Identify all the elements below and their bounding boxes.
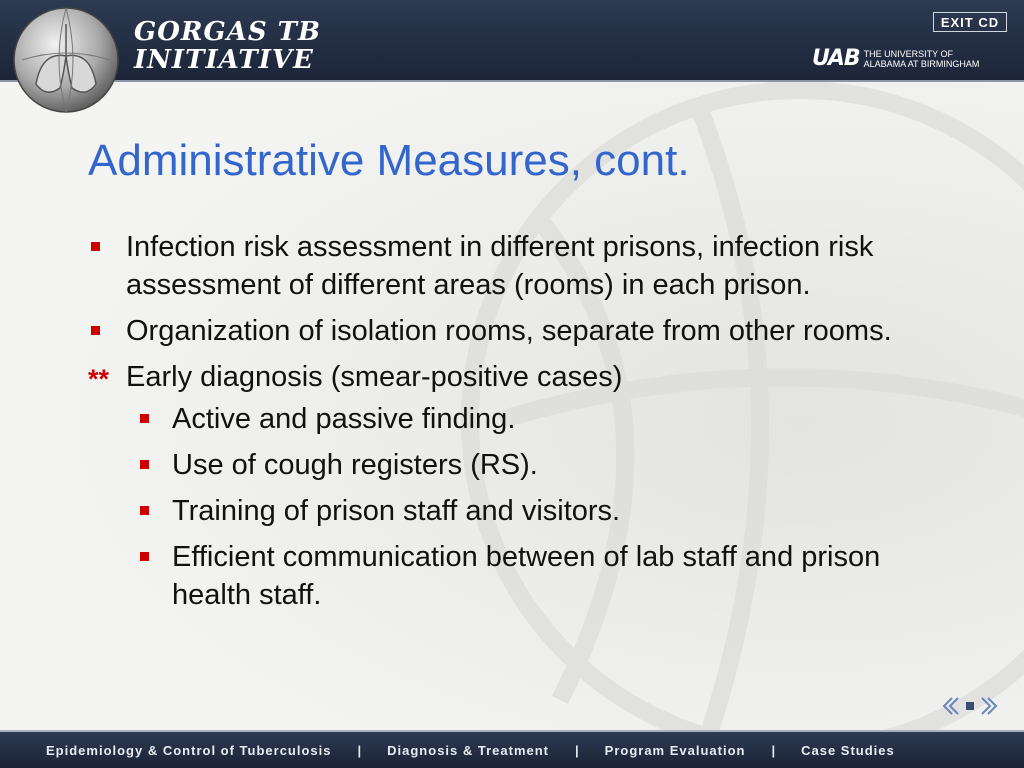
brand-title bbox=[134, 18, 321, 74]
bullet-item bbox=[88, 312, 958, 350]
starred-text: Early diagnosis (smear-positive cases) bbox=[126, 361, 623, 393]
sub-bullet-item bbox=[88, 492, 958, 530]
footer-link-epidemiology[interactable]: Epidemiology & Control of Tuberculosis bbox=[46, 742, 332, 758]
starred-bullet bbox=[88, 358, 958, 396]
bullet-square-icon bbox=[91, 242, 100, 251]
lungs-globe-logo bbox=[12, 6, 120, 114]
footer-separator: | bbox=[771, 742, 776, 758]
sub-bullet-text: Active and passive finding. bbox=[172, 403, 516, 435]
bullet-text: Infection risk assessment in different prisons, infection risk assessment of different areas (rooms) in each prison. bbox=[126, 231, 874, 301]
bullet-text: Organization of isolation rooms, separate from other rooms. bbox=[126, 315, 892, 347]
footer-separator: | bbox=[357, 742, 362, 758]
bullet-square-icon bbox=[140, 460, 149, 469]
sub-bullet-text: Use of cough registers (RS). bbox=[172, 449, 538, 481]
uab-logo bbox=[812, 46, 1014, 71]
footer-link-case-studies[interactable]: Case Studies bbox=[801, 742, 895, 758]
footer-link-program-evaluation[interactable]: Program Evaluation bbox=[604, 742, 746, 758]
brand-line-2: INITIATIVE bbox=[134, 45, 314, 75]
chevron-left-icon[interactable] bbox=[944, 698, 958, 714]
bullet-item bbox=[88, 228, 958, 304]
bullet-list bbox=[88, 228, 958, 622]
uab-text-line-1: THE UNIVERSITY OF bbox=[863, 48, 954, 59]
sub-bullet-text: Training of prison staff and visitors. bbox=[172, 495, 621, 527]
footer-separator: | bbox=[575, 742, 579, 758]
chevron-right-icon[interactable] bbox=[982, 698, 996, 714]
square-icon[interactable] bbox=[966, 702, 974, 710]
bullet-square-icon bbox=[140, 506, 149, 515]
bullet-square-icon bbox=[140, 552, 149, 561]
uab-text-line-2: ALABAMA AT BIRMINGHAM bbox=[863, 58, 980, 69]
brand-line-1: GORGAS TB bbox=[134, 17, 321, 47]
exit-cd-button[interactable]: EXIT CD bbox=[933, 12, 1007, 32]
sub-bullet-item bbox=[88, 446, 958, 484]
footer-nav bbox=[0, 730, 1024, 768]
star-marker: ** bbox=[88, 364, 110, 394]
uab-text bbox=[864, 49, 1014, 69]
slide-nav bbox=[940, 694, 1000, 718]
header-bar bbox=[0, 0, 1024, 82]
slide-title: Administrative Measures, cont. bbox=[88, 136, 690, 185]
uab-mark: UAB bbox=[812, 46, 860, 71]
bullet-square-icon bbox=[140, 414, 149, 423]
sub-bullet-item bbox=[88, 538, 958, 614]
sub-bullet-text: Efficient communication between of lab staff and prison health staff. bbox=[172, 541, 881, 611]
footer-link-diagnosis[interactable]: Diagnosis & Treatment bbox=[387, 742, 550, 758]
bullet-square-icon bbox=[91, 326, 100, 335]
sub-bullet-item bbox=[88, 400, 958, 438]
